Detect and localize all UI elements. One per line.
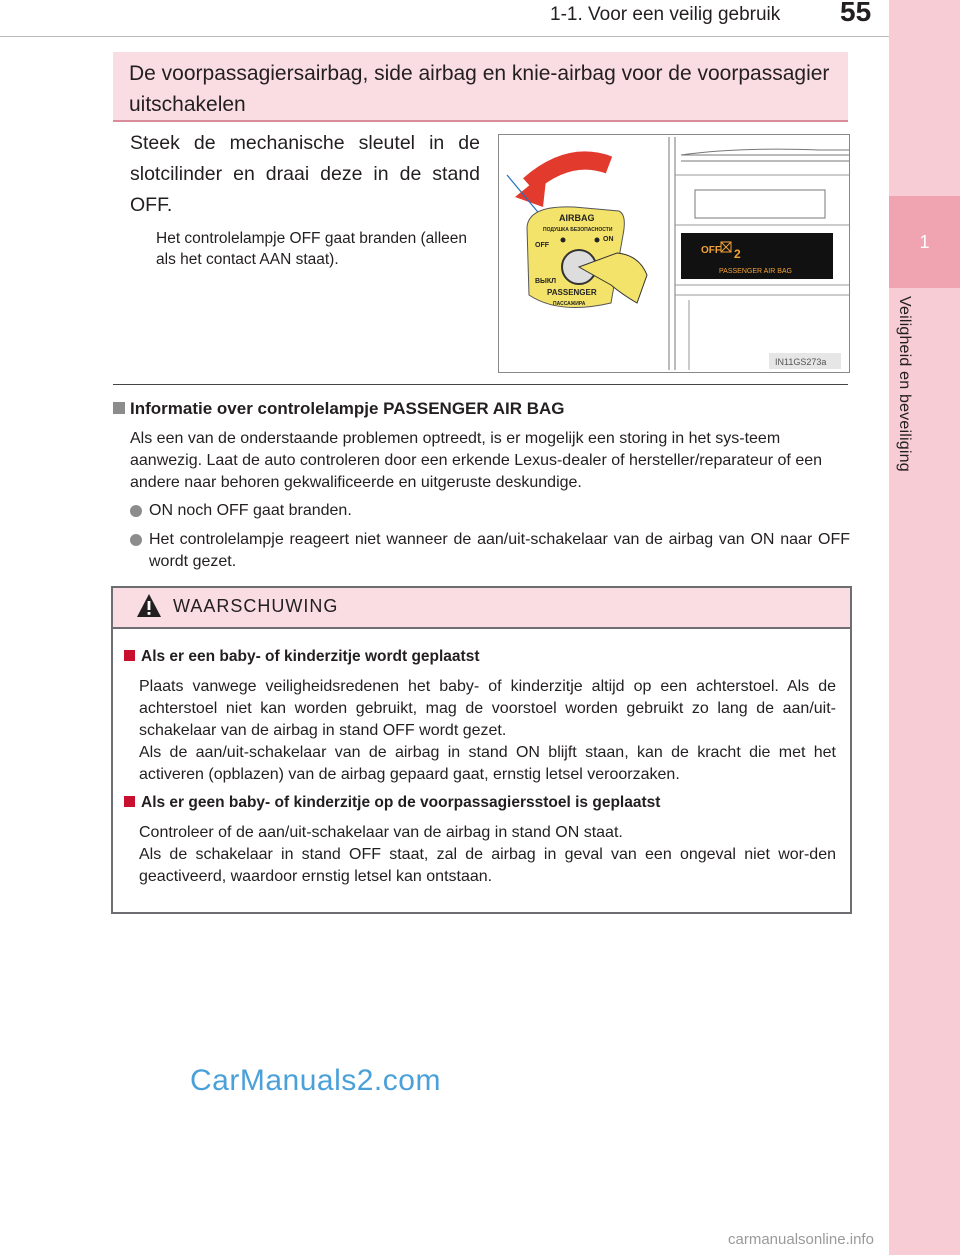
chapter-label: Veiligheid en beveiliging [896,296,913,472]
bullet-dot-icon [130,534,142,546]
chapter-tab[interactable] [889,196,960,288]
svg-text:ВЫКЛ: ВЫКЛ [535,278,557,285]
instruction-text: Steek de mechanische sleutel in de slotcilinder en draai deze in de stand OFF. [130,132,480,216]
header-divider [0,36,889,37]
section-divider [113,384,848,385]
chapter-sidebar [889,0,960,1255]
illustration-drawing [499,135,849,372]
running-head: 1-1. Voor een veilig gebruik [550,4,781,25]
section-title: De voorpassagiersairbag, side airbag en knie-airbag voor de voorpassagier uitschakelen [129,62,830,116]
info-heading: Informatie over controlelampje PASSENGER AIR BAG [113,399,565,419]
indicator-off-text: OFF [701,245,721,256]
warning-text: Als de aan/uit-schakelaar van de airbag in stand ON blijft staan, kan de kracht die met het activeren (opblazen) van de airbag gepaard gaat, ernstig letsel veroorzaken. [139,744,836,783]
warning-triangle-icon [136,593,162,619]
page-number: 55 [840,0,872,27]
list-item: Het controlelampje reageert niet wanneer de aan/uit-schakelaar van de airbag van ON naar OFF wordt gezet. [130,529,850,573]
watermark-carmanualsonline[interactable]: carmanualsonline.info [728,1231,874,1248]
airbag-switch-illustration [498,134,850,373]
svg-text:ON: ON [603,236,614,243]
instruction-note: Het controlelampje OFF gaat branden (alleen als het contact AAN staat). [156,230,468,268]
svg-text:2: 2 [734,247,741,261]
warning-box [111,586,852,914]
svg-text:ПОДУШКА БЕЗОПАСНОСТИ: ПОДУШКА БЕЗОПАСНОСТИ [543,227,613,233]
section-header [113,52,848,122]
square-bullet-icon [113,402,125,414]
warning-text: Controleer of de aan/uit-schakelaar van de airbag in stand ON staat. [139,824,623,841]
red-square-icon [124,650,135,661]
warning-title: WAARSCHUWING [173,596,339,616]
warning-text: Plaats vanwege veiligheidsredenen het baby- of kinderzitje altijd op een achterstoel. Als de achterstoel niet kan worden gebruikt, mag de voorstoel worden gebruikt zo lang de aan/uit-schakelaar van de airbag in stand OFF wordt gezet. [139,678,836,739]
indicator-label-text: PASSENGER AIR BAG [719,268,793,275]
svg-text:AIRBAG: AIRBAG [559,213,595,223]
warning-text: Als de schakelaar in stand OFF staat, zal de airbag in geval van een ongeval niet wor-den geactiveerd, waardoor ernstig letsel kan ontstaan. [139,846,836,885]
svg-text:OFF: OFF [535,242,549,249]
illustration-code: IN11GS273a [775,357,827,367]
watermark-carmanuals2[interactable]: CarManuals2.com [190,1064,441,1097]
bullet-dot-icon [130,505,142,517]
svg-text:ПАССАЖИРА: ПАССАЖИРА [553,301,586,307]
info-text: Als een van de onderstaande problemen optreedt, is er mogelijk een storing in het sys-teem aanwezig. Laat de auto controleren door een erkende Lexus-dealer of hersteller/reparateur of een andere naar behoren gekwalificeerde en uitgeruste deskundige. [130,430,823,491]
svg-text:PASSENGER: PASSENGER [547,288,597,297]
chapter-number: 1 [919,231,930,252]
warning-subheading: Als er een baby- of kinderzitje wordt geplaatst [124,648,480,666]
red-square-icon [124,796,135,807]
warning-header [113,588,850,629]
warning-subheading: Als er geen baby- of kinderzitje op de voorpassagiersstoel is geplaatst [124,794,660,812]
list-item: ON noch OFF gaat branden. [130,500,850,522]
